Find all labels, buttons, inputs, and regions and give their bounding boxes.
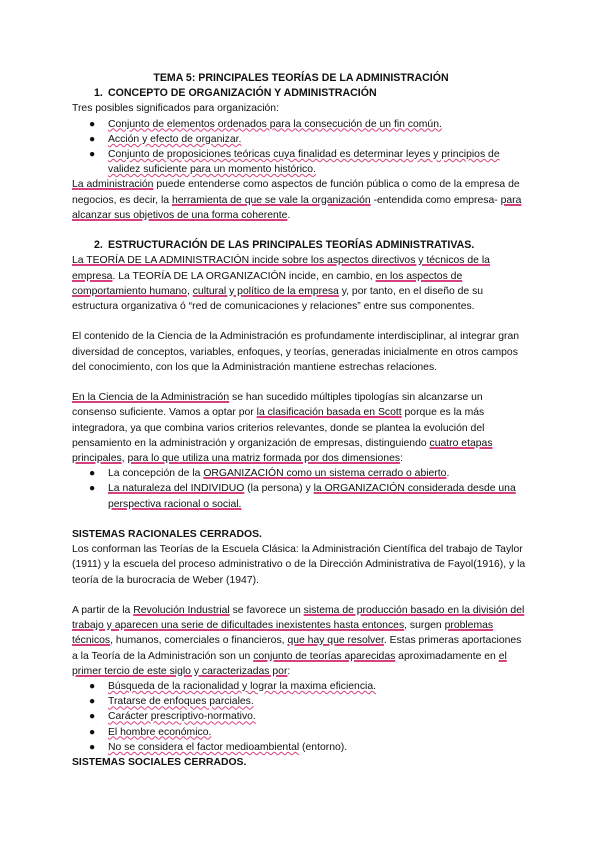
social-closed-heading: SISTEMAS SOCIALES CERRADOS.: [72, 757, 247, 769]
bullet-icon: ●: [89, 711, 96, 723]
bullet-icon: ●: [89, 696, 96, 708]
list-item: ● El hombre económico.: [72, 725, 530, 740]
spacer: [72, 314, 530, 329]
list-item: ● Tratarse de enfoques parciales.: [72, 694, 530, 709]
bullet-icon: ●: [89, 468, 96, 480]
spacer: [72, 588, 530, 603]
section-1-heading: [72, 86, 530, 101]
bullet-icon: ●: [89, 133, 96, 145]
bullet-icon: ●: [89, 118, 96, 130]
section-2-heading: [72, 238, 530, 253]
section-2-bullet-list: [72, 466, 530, 512]
list-item: ● Conjunto de elementos ordenados para la consecución de un fin común.: [72, 117, 530, 132]
list-item: ● Carácter prescriptivo-normativo.: [72, 709, 530, 724]
document-title: TEMA 5: PRINCIPALES TEORÍAS DE LA ADMINISTRACIÓN: [153, 72, 449, 84]
document-content: [72, 71, 530, 770]
section-1-intro: Tres posibles significados para organización:: [72, 103, 279, 115]
section-1-title: CONCEPTO DE ORGANIZACIÓN Y ADMINISTRACIÓN: [108, 87, 377, 100]
section-2-paragraph-1: La TEORÍA DE LA ADMINISTRACIÓN incide sobre los aspectos directivos y técnicos de la empresa. La TEORÍA DE LA ORGANIZACIÓN incide, en cambio, en los aspectos de comportamiento humano, cultural y político de la empresa y, por tanto, en el diseño de su estructura organizativa ó “red de comunicaciones y relaciones” entre sus componentes.: [72, 255, 490, 313]
bullet-icon: ●: [89, 726, 96, 738]
list-item: ● Búsqueda de la racionalidad y lograr la maxima eficiencia.: [72, 679, 530, 694]
section-1-paragraph: La administración puede entenderse como aspectos de función pública o como de la empresa de negocios, es decir, la herramienta de que se vale la organización -entendida como empresa- para alcanzar sus objetivos de una forma coherente.: [72, 179, 522, 221]
bullet-icon: ●: [89, 483, 96, 495]
section-2-paragraph-3: En la Ciencia de la Administración se han sucedido múltiples tipologías sin alcanzarse un consenso suficiente. Vamos a optar por la clasificación basada en Scott porque es la más integradora, ya que combina varios criterios relevantes, donde se plantea la evolución del pensamiento en la administración y organización de empresas, distinguiendo cuatro etapas principales, para lo que utiliza una matriz formada por dos dimensiones:: [72, 392, 493, 465]
section-2-number: 2.: [94, 239, 103, 252]
bullet-icon: ●: [89, 149, 96, 161]
rational-closed-paragraph-2: A partir de la Revolución Industrial se favorece un sistema de producción basado en la división del trabajo y aparecen una serie de dificultades inexistentes hasta entonces, surgen problemas técnicos, humanos, comerciales o financieros, que hay que resolver. Estas primeras aportaciones a la Teoría de la Administración son un conjunto de teorías aparecidas aproximadamente en el primer tercio de este siglo y caracterizadas por:: [72, 605, 525, 677]
list-item: ● Conjunto de proposiciones teóricas cuya finalidad es determinar leyes y principios de validez suficiente para un momento histórico.: [89, 149, 500, 176]
spacer: [72, 512, 530, 527]
section-2-title: ESTRUCTURACIÓN DE LAS PRINCIPALES TEORÍAS ADMINISTRATIVAS.: [108, 239, 475, 252]
spacer: [72, 223, 530, 238]
spacer: [72, 375, 530, 390]
list-item: ● Acción y efecto de organizar.: [72, 132, 530, 147]
list-item: ● No se considera el factor medioambiental (entorno).: [72, 740, 530, 755]
list-item: ● La concepción de la ORGANIZACIÓN como un sistema cerrado o abierto.: [72, 466, 530, 481]
rational-closed-paragraph-1: Los conforman las Teorías de la Escuela Clásica: la Administración Científica del trabajo de Taylor (1911) y la escuela del proceso administrativo o de la Dirección Administrativa de Fayol(1916), y la teoría de la burocracia de Weber (1947).: [72, 544, 526, 586]
bullet-icon: ●: [89, 741, 96, 753]
section-1-bullet-list: [72, 117, 530, 178]
section-1-number: 1.: [94, 87, 103, 100]
bullet-icon: ●: [89, 681, 96, 693]
rational-closed-heading: SISTEMAS RACIONALES CERRADOS.: [72, 529, 262, 541]
section-2-paragraph-2: El contenido de la Ciencia de la Administración es profundamente interdisciplinar, al integrar gran diversidad de conceptos, variables, enfoques, y teorías, generadas inicialmente en otros campos del conocimiento, con los que la Administración mantiene estrechas relaciones.: [72, 331, 520, 373]
list-item: ● La naturaleza del INDIVIDUO (la persona) y la ORGANIZACIÓN considerada desde una perspectiva racional o social.: [89, 483, 516, 510]
rational-closed-bullet-list: [72, 679, 530, 755]
